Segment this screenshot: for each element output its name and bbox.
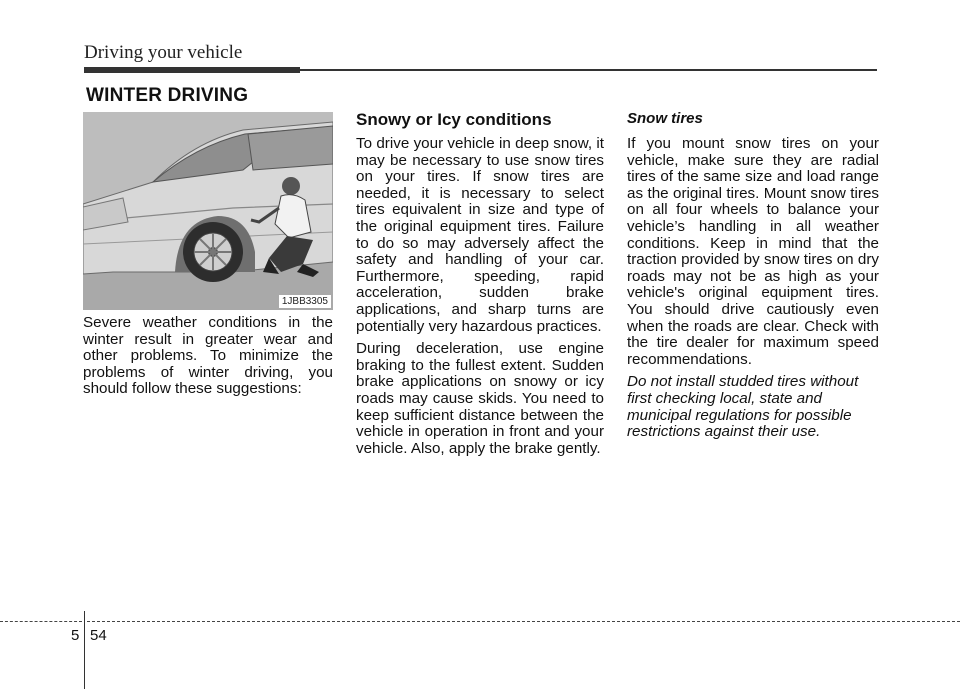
page-header-title: Driving your vehicle <box>84 42 243 63</box>
snowy-paragraph-2: During deceleration, use engine braking to the fullest extent. Sudden brake applications on snowy or icy roads may cause skids. You need to keep sufficient distance between the vehicle in operation in front and your vehicle. Also, apply the brake gently. <box>356 340 604 457</box>
chapter-number: 5 <box>71 627 80 644</box>
intro-paragraph: Severe weather conditions in the winter result in greater wear and other problems. To minimize the problems of winter driving, you should follow these suggestions: <box>83 314 333 398</box>
car-snow-tire-illustration <box>83 112 333 310</box>
snowy-icy-heading: Snowy or Icy conditions <box>356 110 552 129</box>
footer-vertical-rule <box>84 611 85 689</box>
snowy-paragraph-1: To drive your vehicle in deep snow, it may be necessary to use snow tires on your tires. If snow tires are needed, it is necessary to select tires equivalent in size and type of the original equipment tires. Failure to do so may adversely affect the safety and handling of your car. Furthermore, speeding, rapid acceleration, sudden brake applications, and sharp turns are potentially very hazardous practices. <box>356 135 604 335</box>
studded-tires-note: Do not install studded tires without first checking local, state and municipal regulations for possible restrictions against their use. <box>627 373 859 441</box>
figure-code: 1JBB3305 <box>279 295 331 308</box>
footer-dashed-line-left <box>0 621 82 622</box>
header-rule-thin <box>300 69 877 71</box>
header-rule-thick <box>84 67 300 73</box>
car-illustration-svg <box>83 112 333 310</box>
column-2 <box>356 136 604 463</box>
snow-tires-heading: Snow tires <box>627 110 703 127</box>
column-1 <box>83 315 333 404</box>
footer-dashed-line-right <box>87 621 960 622</box>
column-3 <box>627 136 879 447</box>
header-rule <box>84 67 877 73</box>
page-number: 54 <box>90 627 107 644</box>
snow-tires-paragraph: If you mount snow tires on your vehicle, make sure they are radial tires of the same size and load range as the original tires. Mount snow tires on all four wheels to balance your vehicle’s handling in all weather conditions. Keep in mind that the traction provided by snow tires on dry roads may not be as high as your vehicle's original equipment tires. You should drive cautiously even when the roads are clear. Check with the tire dealer for maximum speed recommendations. <box>627 135 879 368</box>
section-title: WINTER DRIVING <box>86 85 249 106</box>
